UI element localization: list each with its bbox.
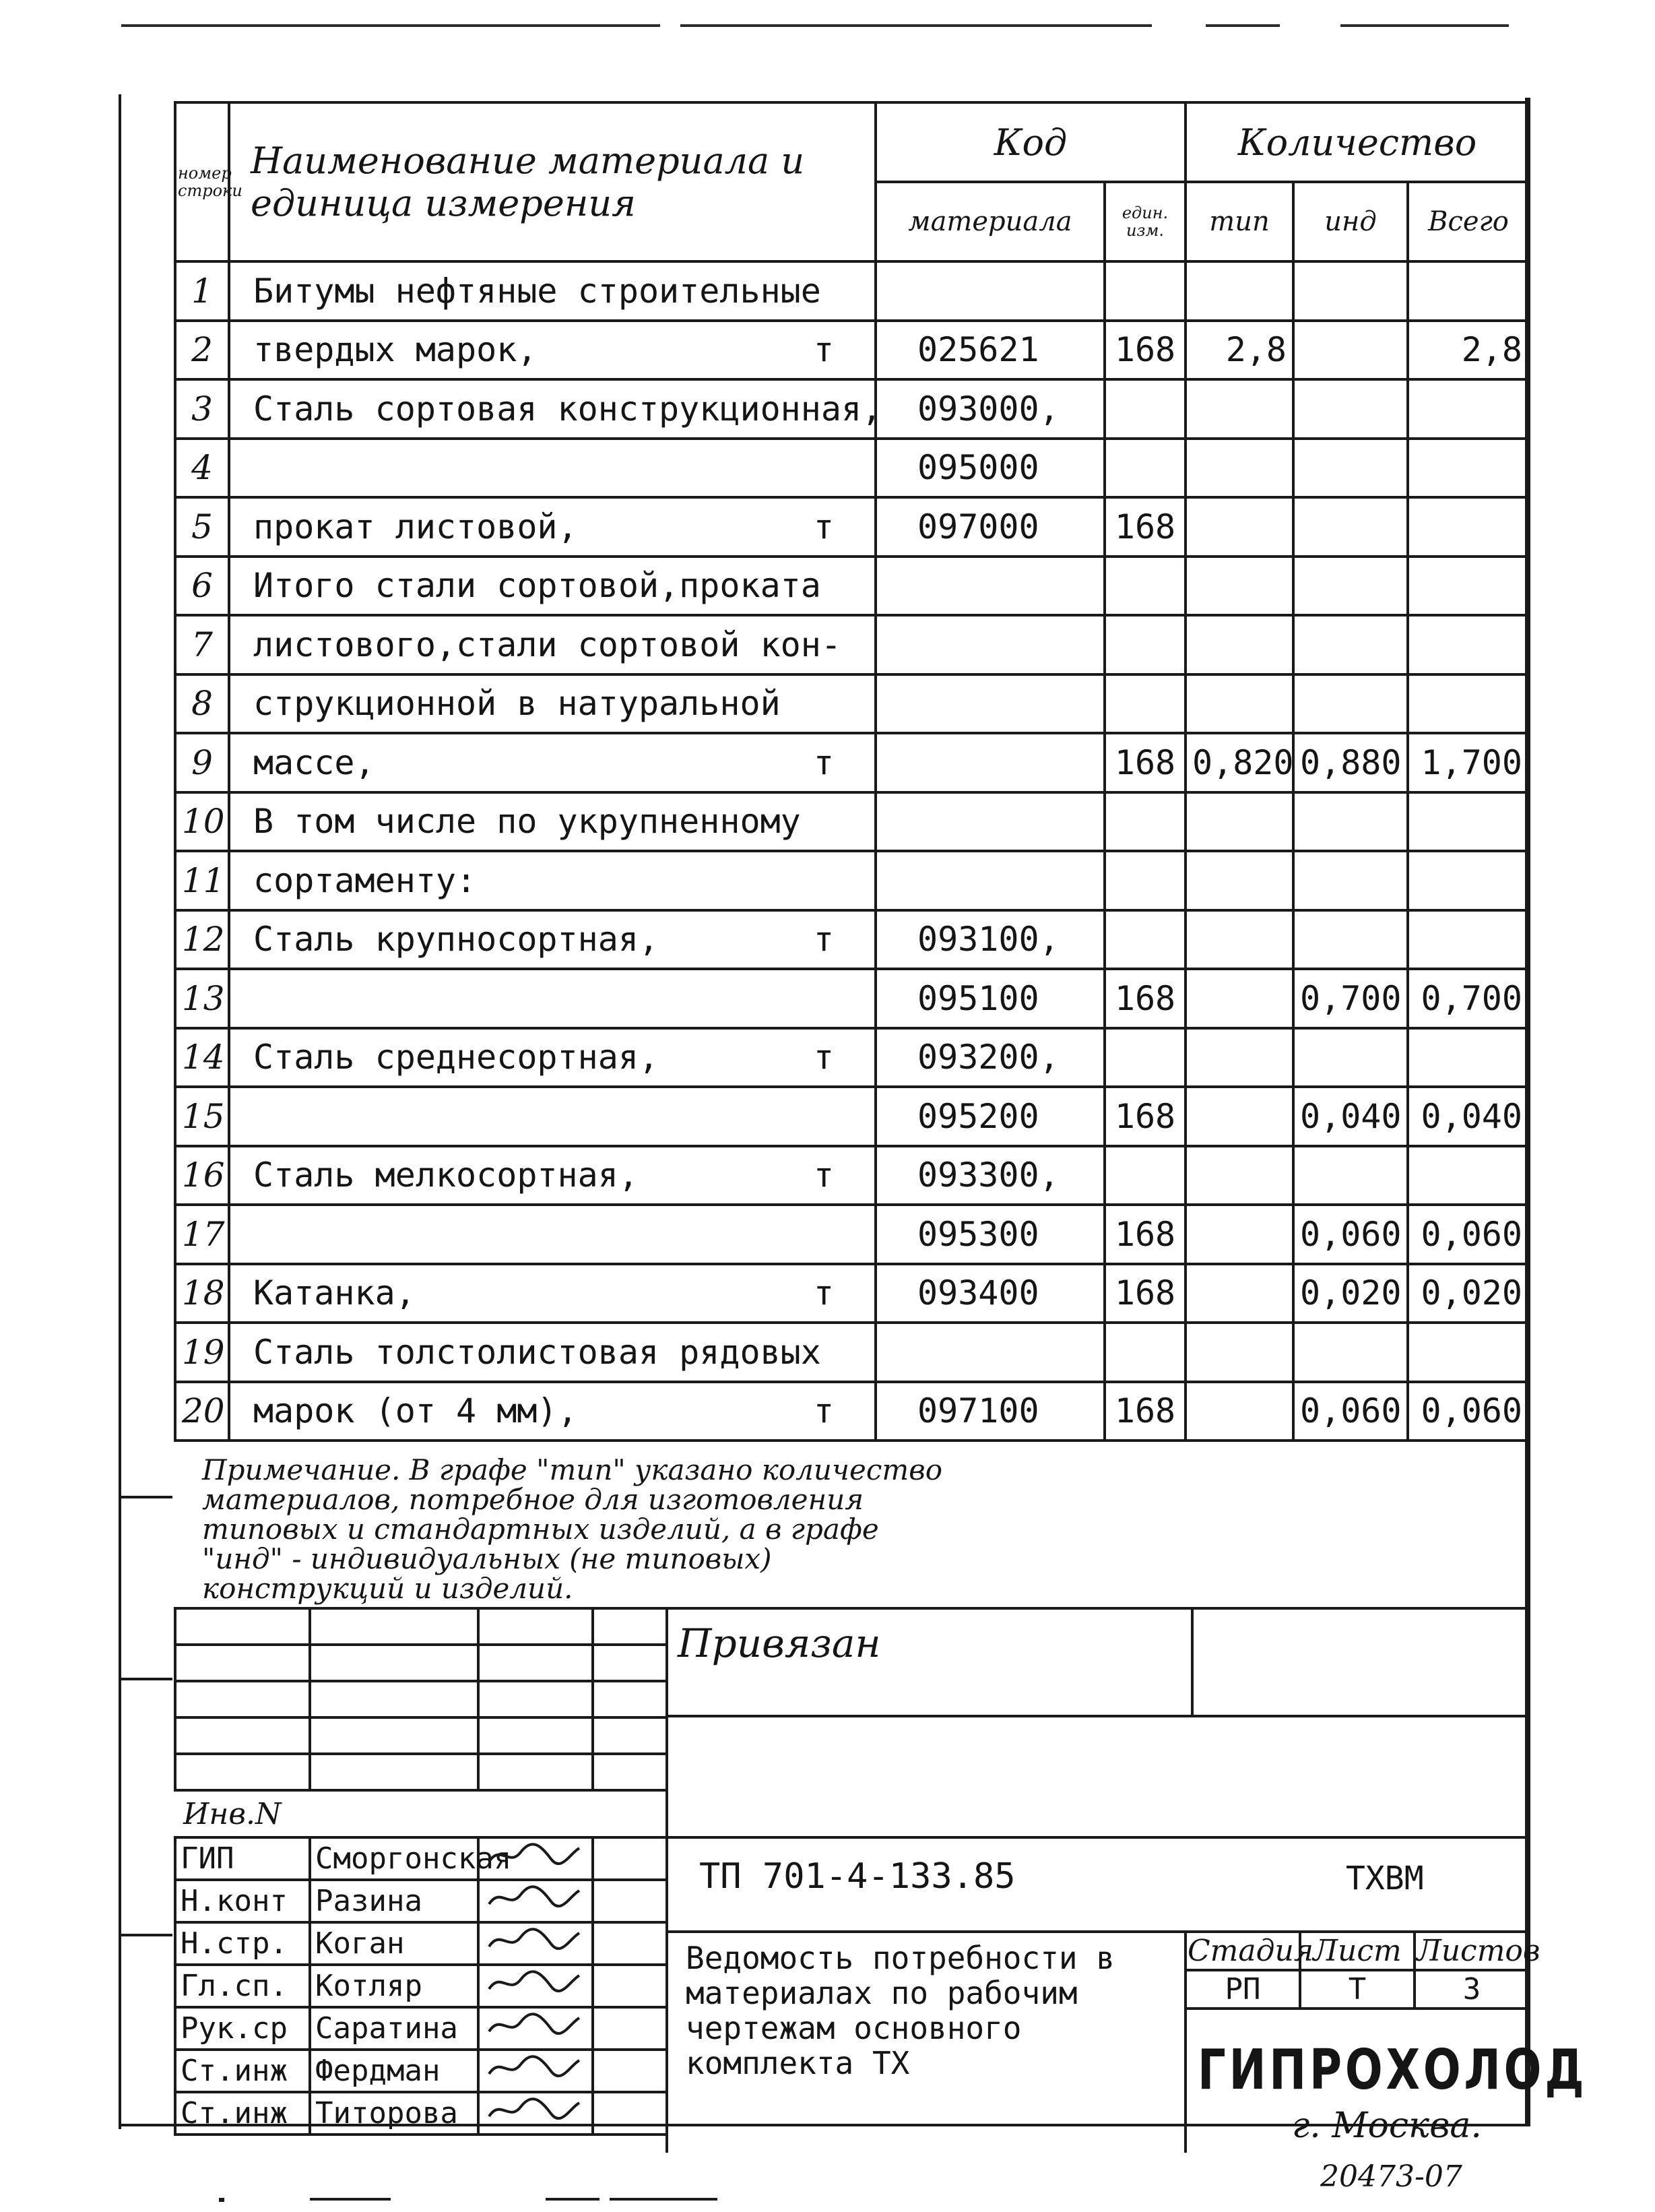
quantity-total: 0,040 <box>1408 1087 1529 1146</box>
unit-code <box>1105 910 1186 970</box>
signature-row <box>175 2092 667 2135</box>
binding-mark <box>119 1496 172 1498</box>
blank-cell <box>310 1681 478 1717</box>
blank-cell <box>478 1681 593 1717</box>
material-name-text: Сталь крупносортная, <box>253 920 659 959</box>
quantity-total <box>1408 557 1529 616</box>
table-row <box>175 261 1529 321</box>
quantity-ind <box>1293 497 1408 557</box>
quantity-ind <box>1293 379 1408 439</box>
signature-role: Н.конт <box>175 1880 310 1922</box>
unit-code <box>1105 1028 1186 1087</box>
material-name <box>229 1205 876 1264</box>
quantity-total <box>1408 439 1529 498</box>
doc-number: ТП 701-4-133.85 <box>699 1856 1016 1897</box>
unit-code <box>1105 1146 1186 1205</box>
material-code: 097000 <box>876 497 1105 557</box>
quantity-tip <box>1186 1087 1293 1146</box>
stage-table <box>1184 1930 1540 2010</box>
material-code: 093300, <box>876 1146 1105 1205</box>
table-row <box>175 1146 1529 1205</box>
table-row <box>175 792 1529 852</box>
materials-table <box>174 101 1528 1442</box>
signature-row <box>175 2007 667 2050</box>
blank-grid-row <box>175 1754 667 1790</box>
row-number: 17 <box>175 1205 229 1264</box>
table-row <box>175 733 1529 792</box>
signature-role: Рук.ср <box>175 2007 310 2050</box>
material-name <box>229 851 876 910</box>
quantity-total <box>1408 261 1529 321</box>
quantity-ind <box>1293 792 1408 852</box>
row-number: 6 <box>175 557 229 616</box>
quantity-tip <box>1186 1382 1293 1441</box>
title-top-line <box>174 1607 1528 1610</box>
material-code <box>876 851 1105 910</box>
table-note: Примечание. В графе "тип" указано количество материалов, потребное для изготовления типовых и стандартных изделий, а в графе "инд" - индивидуальных (не типовых) конструкций и изделий. <box>202 1453 942 1605</box>
blank-grid-row <box>175 1717 667 1754</box>
quantity-tip: 0,820 <box>1186 733 1293 792</box>
material-name-text: Сталь толстолистовая рядовых <box>253 1332 821 1372</box>
table-row <box>175 851 1529 910</box>
unit-code <box>1105 674 1186 734</box>
quantity-tip <box>1186 910 1293 970</box>
material-name <box>229 557 876 616</box>
signature-date <box>593 1880 667 1922</box>
quantity-total <box>1408 1323 1529 1382</box>
unit-of-measure: т <box>813 507 834 546</box>
row-number: 11 <box>175 851 229 910</box>
quantity-tip <box>1186 1146 1293 1205</box>
signature-name: Котляр <box>310 1965 478 2007</box>
table-row <box>175 321 1529 380</box>
quantity-tip <box>1186 439 1293 498</box>
doc-number-top <box>666 1836 1528 1839</box>
quantity-total <box>1408 497 1529 557</box>
binding-mark <box>119 1678 172 1680</box>
unit-of-measure: т <box>813 1156 834 1195</box>
signature-name: Фердман <box>310 2050 478 2092</box>
handwritten-signature <box>478 1880 593 1922</box>
quantity-tip <box>1186 792 1293 852</box>
unit-code <box>1105 379 1186 439</box>
footer-code: 20473-07 <box>1320 2159 1462 2194</box>
table-row <box>175 1205 1529 1264</box>
quantity-tip <box>1186 1028 1293 1087</box>
material-name <box>229 1264 876 1323</box>
quantity-tip <box>1186 1205 1293 1264</box>
row-number: 20 <box>175 1382 229 1441</box>
signature-name: Разина <box>310 1880 478 1922</box>
unit-of-measure: т <box>813 1038 834 1077</box>
quantity-ind <box>1293 851 1408 910</box>
quantity-ind: 0,880 <box>1293 733 1408 792</box>
total-header: Всего <box>1408 182 1529 261</box>
material-name <box>229 261 876 321</box>
handwritten-signature <box>478 1922 593 1965</box>
quantity-ind: 0,060 <box>1293 1382 1408 1441</box>
unit-code <box>1105 439 1186 498</box>
organization-name: ГИПРОХОЛОД <box>1198 2038 1588 2102</box>
quantity-total: 0,060 <box>1408 1205 1529 1264</box>
footer-tick <box>310 2198 391 2201</box>
material-name-text: Сталь сортовая конструкционная, <box>253 389 882 429</box>
row-number: 4 <box>175 439 229 498</box>
table-row <box>175 1323 1529 1382</box>
quantity-ind: 0,060 <box>1293 1205 1408 1264</box>
signature-name: Коган <box>310 1922 478 1965</box>
row-number: 12 <box>175 910 229 970</box>
footer-tick <box>219 2198 224 2202</box>
material-name <box>229 1382 876 1441</box>
unit-of-measure: т <box>813 920 834 959</box>
quantity-ind <box>1293 439 1408 498</box>
ind-header: инд <box>1293 182 1408 261</box>
material-name <box>229 674 876 734</box>
quantity-tip <box>1186 497 1293 557</box>
unit-code <box>1105 557 1186 616</box>
signature-row <box>175 1922 667 1965</box>
blank-cell <box>593 1608 667 1645</box>
material-name <box>229 1028 876 1087</box>
material-code <box>876 261 1105 321</box>
tip-header: тип <box>1186 182 1293 261</box>
quantity-ind <box>1293 1028 1408 1087</box>
footer-tick <box>610 2198 717 2201</box>
material-name-text: листового,стали сортовой кон- <box>253 625 841 664</box>
material-code <box>876 674 1105 734</box>
signature-date <box>593 2092 667 2135</box>
row-number: 3 <box>175 379 229 439</box>
blank-cell <box>593 1681 667 1717</box>
table-row <box>175 497 1529 557</box>
row-number: 5 <box>175 497 229 557</box>
material-code: 097100 <box>876 1382 1105 1441</box>
material-code-header: материала <box>876 182 1105 261</box>
sheets-label: Листов <box>1415 1932 1529 1970</box>
blank-cell <box>478 1754 593 1790</box>
material-name-text: Итого стали сортовой,проката <box>253 566 821 606</box>
unit-code: 168 <box>1105 1382 1186 1441</box>
title-block <box>174 1607 1588 2153</box>
unit-code: 168 <box>1105 969 1186 1028</box>
table-row <box>175 1087 1529 1146</box>
quantity-tip <box>1186 379 1293 439</box>
material-code <box>876 557 1105 616</box>
quantity-ind: 0,040 <box>1293 1087 1408 1146</box>
unit-code-header: един. изм. <box>1105 182 1186 261</box>
handwritten-signature <box>478 1965 593 2007</box>
binding-mark <box>119 1934 172 1936</box>
quantity-total: 0,020 <box>1408 1264 1529 1323</box>
privyazan-divider <box>1191 1607 1194 1715</box>
material-name-text: массе, <box>253 742 375 782</box>
signature-name: Титорова <box>310 2092 478 2135</box>
sheet-description: Ведомость потребности в материалах по рабочим чертежам основного комплекта ТХ <box>686 1940 1115 2081</box>
material-name-text: Сталь среднесортная, <box>253 1038 659 1077</box>
material-name <box>229 969 876 1028</box>
quantity-tip <box>1186 674 1293 734</box>
quantity-tip <box>1186 851 1293 910</box>
top-rule <box>680 24 1152 27</box>
blank-cell <box>310 1645 478 1681</box>
signature-date <box>593 1922 667 1965</box>
material-name <box>229 1146 876 1205</box>
material-code <box>876 792 1105 852</box>
top-rule <box>121 24 660 27</box>
blank-cell <box>593 1645 667 1681</box>
blank-cell <box>478 1608 593 1645</box>
sheet-code: ТХВМ <box>1346 1860 1424 1897</box>
blank-cell <box>478 1645 593 1681</box>
quantity-ind <box>1293 1323 1408 1382</box>
quantity-total: 0,700 <box>1408 969 1529 1028</box>
quantity-ind <box>1293 1146 1408 1205</box>
handwritten-signature <box>478 1837 593 1880</box>
material-code: 093000, <box>876 379 1105 439</box>
row-number: 10 <box>175 792 229 852</box>
material-code <box>876 733 1105 792</box>
row-number: 16 <box>175 1146 229 1205</box>
signature-row <box>175 2050 667 2092</box>
quantity-total <box>1408 1146 1529 1205</box>
quantity-ind <box>1293 261 1408 321</box>
row-number: 9 <box>175 733 229 792</box>
blank-cell <box>593 1754 667 1790</box>
unit-code <box>1105 1323 1186 1382</box>
table-row <box>175 379 1529 439</box>
table-row <box>175 1028 1529 1087</box>
signature-grid <box>174 1607 668 1792</box>
handwritten-signature <box>478 2007 593 2050</box>
row-number: 1 <box>175 261 229 321</box>
unit-code <box>1105 851 1186 910</box>
row-number: 7 <box>175 615 229 674</box>
signature-row <box>175 1965 667 2007</box>
left-margin-line <box>119 94 121 2129</box>
signature-name: Сморгонская <box>310 1837 478 1880</box>
quantity-tip: 2,8 <box>1186 321 1293 380</box>
row-number-header: номер строки <box>175 102 229 261</box>
blank-cell <box>310 1754 478 1790</box>
blank-grid-row <box>175 1645 667 1681</box>
quantity-total: 2,8 <box>1408 321 1529 380</box>
row-number: 15 <box>175 1087 229 1146</box>
sheet-label: Лист <box>1300 1932 1415 1970</box>
stage-value: РП <box>1186 1970 1300 2009</box>
quantity-total <box>1408 674 1529 734</box>
signature-role: Н.стр. <box>175 1922 310 1965</box>
inv-label: Инв.N <box>183 1797 282 1831</box>
quantity-tip <box>1186 1264 1293 1323</box>
row-number: 8 <box>175 674 229 734</box>
blank-grid-row <box>175 1681 667 1717</box>
material-name <box>229 792 876 852</box>
material-code: 093200, <box>876 1028 1105 1087</box>
sheet-value: Т <box>1300 1970 1415 2009</box>
unit-code: 168 <box>1105 1087 1186 1146</box>
material-name <box>229 1087 876 1146</box>
material-name-text: Сталь мелкосортная, <box>253 1156 639 1195</box>
material-name-text: В том числе по укрупненному <box>253 802 801 842</box>
material-name <box>229 321 876 380</box>
quantity-ind <box>1293 557 1408 616</box>
blank-cell <box>310 1717 478 1754</box>
row-number: 13 <box>175 969 229 1028</box>
top-rule <box>1340 24 1509 27</box>
quantity-total: 0,060 <box>1408 1382 1529 1441</box>
material-name-text: струкционной в натуральной <box>253 684 781 724</box>
unit-of-measure: т <box>813 1391 834 1431</box>
material-code <box>876 615 1105 674</box>
table-row <box>175 1264 1529 1323</box>
unit-code <box>1105 261 1186 321</box>
quantity-tip <box>1186 261 1293 321</box>
material-code: 095200 <box>876 1087 1105 1146</box>
material-name-text: прокат листовой, <box>253 507 578 546</box>
table-row <box>175 910 1529 970</box>
signature-role: Ст.инж <box>175 2050 310 2092</box>
quantity-ind: 0,020 <box>1293 1264 1408 1323</box>
quantity-ind <box>1293 615 1408 674</box>
name-header: Наименование материала и единица измерения <box>229 102 876 261</box>
blank-grid-row <box>175 1608 667 1645</box>
signature-row <box>175 1837 667 1880</box>
signature-table <box>174 1836 668 2136</box>
material-name-text: Катанка, <box>253 1273 416 1313</box>
top-rule <box>1206 24 1280 27</box>
row-number: 19 <box>175 1323 229 1382</box>
blank-cell <box>478 1717 593 1754</box>
stage-label: Стадия <box>1186 1932 1300 1970</box>
blank-cell <box>175 1717 310 1754</box>
unit-code: 168 <box>1105 1205 1186 1264</box>
quantity-ind <box>1293 674 1408 734</box>
unit-code: 168 <box>1105 733 1186 792</box>
unit-code <box>1105 615 1186 674</box>
quantity-total <box>1408 910 1529 970</box>
blank-cell <box>175 1608 310 1645</box>
unit-of-measure: т <box>813 1273 834 1313</box>
signature-date <box>593 1965 667 2007</box>
material-name <box>229 615 876 674</box>
row-number: 18 <box>175 1264 229 1323</box>
material-code: 093100, <box>876 910 1105 970</box>
blank-cell <box>310 1608 478 1645</box>
table-row <box>175 969 1529 1028</box>
quantity-total: 1,700 <box>1408 733 1529 792</box>
material-name-text: марок (от 4 мм), <box>253 1391 578 1431</box>
table-row <box>175 615 1529 674</box>
privyazan-label: Привязан <box>678 1620 881 1666</box>
privyazan-bottom <box>666 1715 1528 1717</box>
material-code: 025621 <box>876 321 1105 380</box>
handwritten-signature <box>478 2050 593 2092</box>
material-name <box>229 1323 876 1382</box>
handwritten-signature <box>478 2092 593 2135</box>
row-number: 2 <box>175 321 229 380</box>
quantity-total <box>1408 1028 1529 1087</box>
organization-city: г. Москва. <box>1292 2106 1482 2146</box>
signature-role: Гл.сп. <box>175 1965 310 2007</box>
material-code <box>876 1323 1105 1382</box>
unit-code: 168 <box>1105 321 1186 380</box>
sheets-value: 3 <box>1415 1970 1529 2009</box>
row-number: 14 <box>175 1028 229 1087</box>
material-name-text: сортаменту: <box>253 860 477 900</box>
quantity-total <box>1408 851 1529 910</box>
material-name-text: твердых марок, <box>253 330 538 370</box>
quantity-total <box>1408 615 1529 674</box>
quantity-ind <box>1293 321 1408 380</box>
quantity-total <box>1408 379 1529 439</box>
quantity-tip <box>1186 615 1293 674</box>
material-code: 093400 <box>876 1264 1105 1323</box>
signature-name: Саратина <box>310 2007 478 2050</box>
blank-cell <box>175 1681 310 1717</box>
signature-date <box>593 2007 667 2050</box>
material-code: 095000 <box>876 439 1105 498</box>
material-name <box>229 910 876 970</box>
signature-role: ГИП <box>175 1837 310 1880</box>
table-row <box>175 1382 1529 1441</box>
material-name-text: Битумы нефтяные строительные <box>253 271 821 311</box>
unit-of-measure: т <box>813 330 834 370</box>
blank-cell <box>175 1754 310 1790</box>
quantity-total <box>1408 792 1529 852</box>
quantity-tip <box>1186 1323 1293 1382</box>
signature-row <box>175 1880 667 1922</box>
material-name <box>229 379 882 439</box>
code-header: Код <box>876 102 1186 182</box>
material-name <box>229 439 876 498</box>
material-name <box>229 497 876 557</box>
table-row <box>175 439 1529 498</box>
material-code: 095100 <box>876 969 1105 1028</box>
unit-of-measure: т <box>813 742 834 782</box>
unit-code <box>1105 792 1186 852</box>
unit-code: 168 <box>1105 497 1186 557</box>
footer-tick <box>546 2198 599 2201</box>
table-row <box>175 674 1529 734</box>
signature-role: Ст.инж <box>175 2092 310 2135</box>
quantity-ind <box>1293 910 1408 970</box>
quantity-tip <box>1186 557 1293 616</box>
blank-cell <box>175 1645 310 1681</box>
material-code: 095300 <box>876 1205 1105 1264</box>
unit-code: 168 <box>1105 1264 1186 1323</box>
table-row <box>175 557 1529 616</box>
material-name <box>229 733 876 792</box>
blank-cell <box>593 1717 667 1754</box>
signature-date <box>593 1837 667 1880</box>
quantity-ind: 0,700 <box>1293 969 1408 1028</box>
quantity-tip <box>1186 969 1293 1028</box>
title-divider <box>666 1607 668 2153</box>
quantity-header: Количество <box>1186 102 1529 182</box>
signature-date <box>593 2050 667 2092</box>
